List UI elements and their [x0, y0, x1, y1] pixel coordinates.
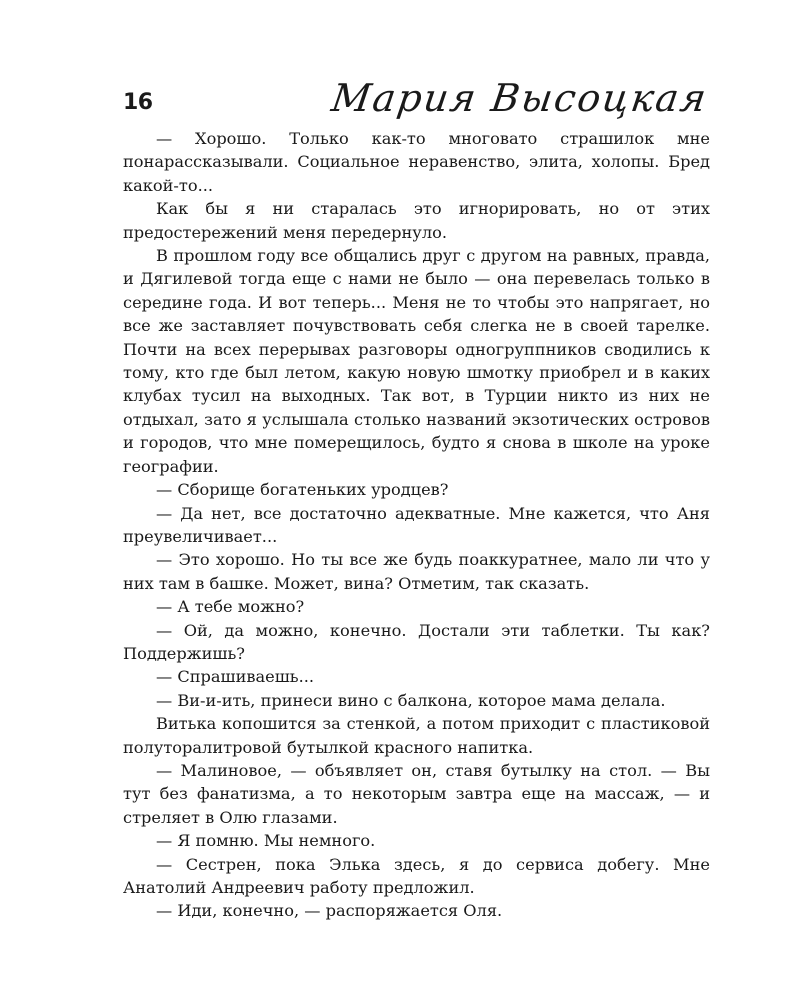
- paragraph: — Я помню. Мы немного.: [156, 831, 376, 851]
- paragraph: Витька копошится за стенкой, а потом приходит с пластиковой полуторалитровой бутылкой красного напитка.: [123, 714, 710, 757]
- paragraph: — Сборище богатеньких уродцев?: [156, 480, 449, 500]
- paragraph: — Ой, да можно, конечно. Достали эти таблетки. Ты как? Поддержишь?: [123, 620, 710, 663]
- paragraph: — Это хорошо. Но ты все же будь поаккуратнее, мало ли что у них там в башке. Может, вина? Отметим, так сказать.: [123, 550, 710, 593]
- paragraph: — Малиновое, — объявляет он, ставя бутылку на стол. — Вы тут без фанатизма, а то некоторым завтра еще на массаж, — и стреляет в Олю глазами.: [123, 760, 710, 827]
- paragraph: Как бы я ни старалась это игнорировать, но от этих предостережений меня передернуло.: [123, 199, 710, 242]
- paragraph: — Спрашиваешь...: [156, 667, 315, 687]
- paragraph: — Да нет, все достаточно адекватные. Мне кажется, что Аня преувеличивает...: [123, 503, 710, 546]
- body-text: [123, 127, 710, 923]
- paragraph: В прошлом году все общались друг с другом на равных, правда, и Дягилевой тогда еще с нами не было — она перевелась только в середине года. И вот теперь... Меня не то чтобы это напрягает, но все же заставляет почувствовать себя слегка не в своей тарелке. Почти на всех перерывах разговоры одногруппников сводились к тому, кто где был летом, какую новую шмотку приобрел и в каких клубах тусил на выходных. Так вот, в Турции никто из них не отдыхал, зато я услышала столько названий экзотических островов и городов, что мне померещилось, будто я снова в школе на уроке географии.: [123, 246, 710, 476]
- paragraph: — Иди, конечно, — распоряжается Оля.: [156, 901, 503, 921]
- page-number: 16: [123, 90, 153, 115]
- running-head-author: Мария Высоцкая: [329, 76, 712, 120]
- paragraph: — Хорошо. Только как-то многовато страшилок мне понарассказывали. Социальное неравенство, элита, холопы. Бред какой-то...: [123, 129, 710, 195]
- paragraph: — Сестрен, пока Элька здесь, я до сервиса добегу. Мне Анатолий Андреевич работу предложил.: [123, 854, 710, 897]
- paragraph: — А тебе можно?: [156, 597, 305, 617]
- paragraph: — Ви-и-ить, принеси вино с балкона, которое мама делала.: [156, 690, 666, 710]
